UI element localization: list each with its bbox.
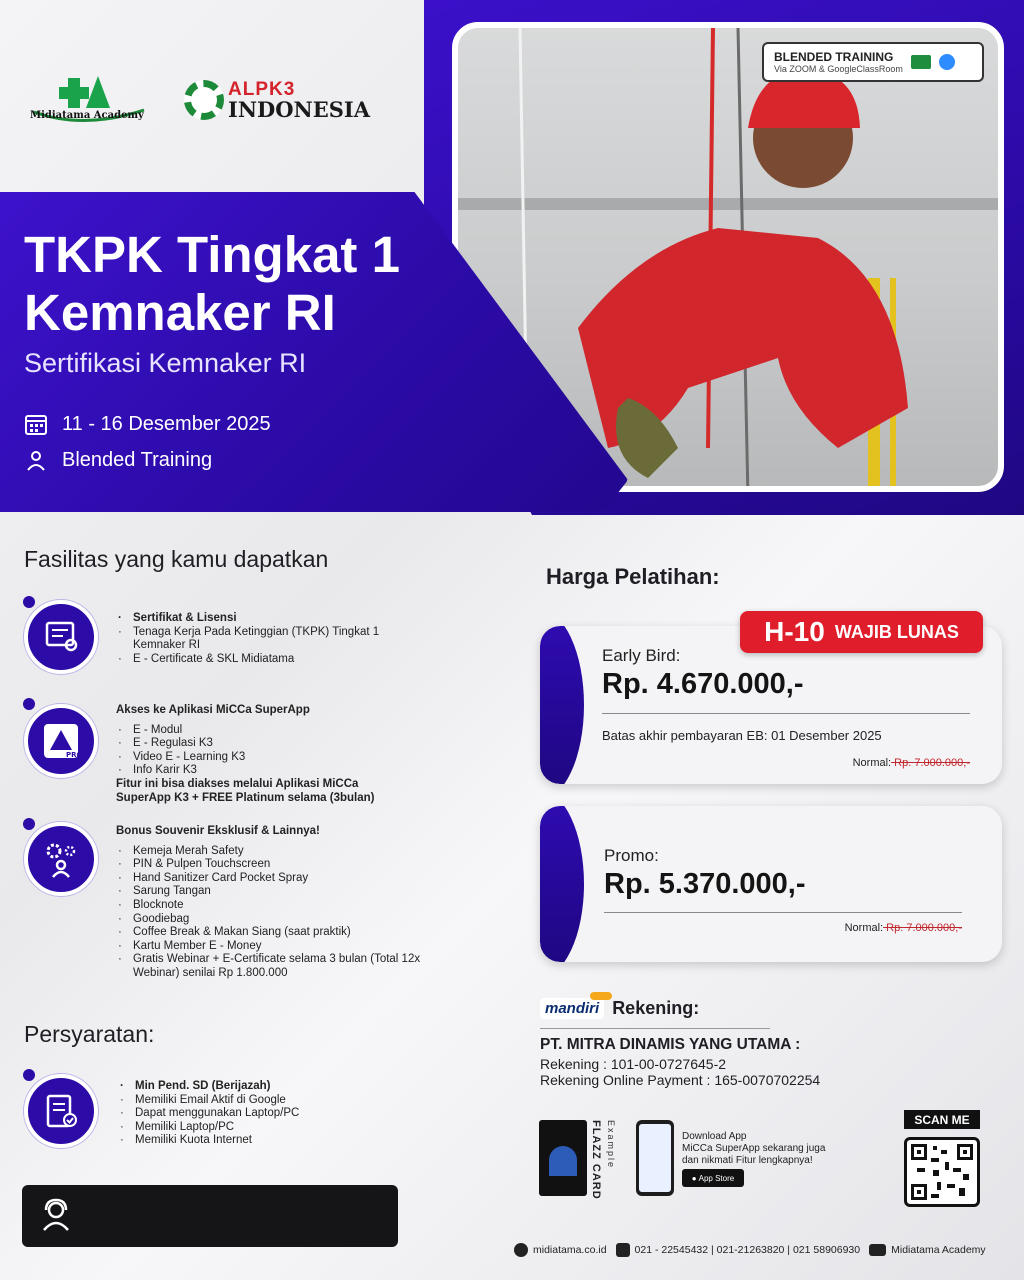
footer [514, 1243, 986, 1257]
facility-2-note-1: Fitur ini bisa diakses melalui Aplikasi MiCCa [116, 777, 359, 790]
training-mode-icon [24, 448, 48, 472]
date-row [24, 412, 271, 436]
rekening-number: Rekening : 101-00-0727645-2 [540, 1056, 727, 1072]
early-bird-deadline: Batas akhir pembayaran EB: 01 Desember 2025 [602, 728, 882, 743]
facility-2-item-3: · Video E - Learning K3 [116, 751, 375, 765]
rekening-online-payment: Rekening Online Payment : 165-0070702254 [540, 1072, 821, 1088]
badge-subtitle: Via ZOOM & GoogleClassRoom [774, 63, 903, 74]
facility-dot-1 [23, 596, 35, 608]
facility-3-item-3: · Hand Sanitizer Card Pocket Spray [116, 872, 420, 886]
flazz-card-title: FLAZZ CARD [590, 1120, 602, 1200]
footer-phones: 021 - 22545432 | 021-21263820 | 021 58906930 [634, 1244, 861, 1256]
bonus-gears-icon [24, 822, 98, 896]
calendar-icon [24, 412, 48, 436]
facility-3-item-5: · Blocknote [116, 899, 420, 913]
micca-phone-image [636, 1120, 674, 1196]
facility-3-item-6: · Goodiebag [116, 913, 420, 927]
facility-group-1 [116, 612, 379, 666]
rekening-header [540, 998, 699, 1019]
facility-3-item-10: Webinar) senilai Rp 1.800.000 [133, 966, 288, 979]
mode-row [24, 448, 212, 472]
mandiri-logo [540, 998, 604, 1019]
apple-icon: ● [691, 1173, 697, 1183]
youtube-icon [869, 1244, 886, 1256]
requirement-2: · Memiliki Email Aktif di Google [118, 1094, 299, 1108]
app-store-button[interactable] [682, 1169, 744, 1187]
customer-service-icon [38, 1196, 74, 1237]
title-line-1: TKPK Tingkat 1 [24, 226, 400, 283]
facility-3-item-7: · Coffee Break & Makan Siang (saat praktik) [116, 926, 420, 940]
classroom-icon [911, 55, 931, 69]
download-line-3: dan nikmati Fitur lengkapnya! [682, 1155, 813, 1166]
micca-app-icon [24, 704, 98, 778]
facility-2-item-1: · E - Modul [116, 724, 375, 738]
flazz-card-image [539, 1120, 587, 1196]
alpk3-logo [184, 80, 370, 120]
h10-banner [740, 611, 983, 653]
wajib-lunas-label: WAJIB LUNAS [834, 621, 959, 642]
contact-bar[interactable] [22, 1185, 398, 1247]
svg-text:PRO: PRO [66, 751, 82, 759]
mandiri-logo-text: mandiri [545, 1000, 600, 1017]
download-line-1: Download App [682, 1131, 747, 1142]
rekening-title: Rekening: [612, 998, 700, 1018]
early-bird-card-accent [540, 626, 584, 784]
rekening-divider [540, 1028, 770, 1029]
requirement-1: · Min Pend. SD (Berijazah) [118, 1080, 299, 1094]
promo-normal-price [845, 922, 962, 934]
requirements-list [118, 1080, 299, 1148]
early-bird-divider [602, 713, 970, 714]
blended-training-badge [762, 42, 984, 82]
promo-normal-label: Normal: [844, 922, 884, 934]
facility-2-item-4: · Info Karir K3 [116, 764, 375, 778]
facility-1-item-2: Kemnaker RI [133, 639, 201, 652]
page-title [24, 226, 444, 342]
early-bird-normal-strike: Rp. 7.000.000,- [891, 757, 970, 769]
globe-icon [514, 1243, 528, 1257]
early-bird-normal-price [853, 757, 970, 769]
facility-dot-3 [23, 818, 35, 830]
promo-price: Rp. 5.370.000,- [604, 868, 806, 900]
scan-me-label: SCAN ME [904, 1110, 980, 1129]
title-line-2: Kemnaker RI [24, 284, 336, 341]
certificate-icon [24, 600, 98, 674]
facility-group-2 [116, 704, 375, 805]
promo-card-accent [540, 806, 584, 962]
page-subtitle: Sertifikasi Kemnaker RI [24, 348, 307, 378]
facility-2-note-2: SuperApp K3 + FREE Platinum selama (3bulan) [116, 791, 375, 804]
download-line-2: MiCCa SuperApp sekarang juga [682, 1143, 826, 1154]
alpk3-logo-line1: ALPK3 [228, 79, 296, 100]
promo-card [540, 806, 1002, 962]
requirement-5: · Memiliki Kuota Internet [118, 1134, 299, 1148]
alpk3-logo-line2: INDONESIA [228, 97, 371, 122]
download-app-text [682, 1131, 825, 1167]
requirement-3: · Dapat menggunakan Laptop/PC [118, 1107, 299, 1121]
facility-3-item-9: · Gratis Webinar + E-Certificate selama 3 bulan (Total 12x [116, 953, 420, 967]
zoom-icon [939, 54, 955, 70]
checklist-icon [24, 1074, 98, 1148]
facility-1-item-1: · Tenaga Kerja Pada Ketinggian (TKPK) Tingkat 1 [116, 626, 379, 640]
midiatama-logo-text: Midiatama Academy [30, 110, 144, 121]
qr-code-icon [911, 1144, 973, 1200]
mandiri-wave-icon [590, 992, 612, 1000]
requirement-4: · Memiliki Laptop/PC [118, 1121, 299, 1135]
early-bird-label: Early Bird: [602, 646, 681, 665]
facility-3-item-8: · Kartu Member E - Money [116, 940, 420, 954]
facilities-heading: Fasilitas yang kamu dapatkan [24, 546, 329, 572]
pricing-heading: Harga Pelatihan: [546, 564, 720, 589]
promo-normal-strike: Rp. 7.000.000,- [883, 922, 962, 934]
qr-code[interactable] [904, 1137, 980, 1207]
facility-2-item-2: · E - Regulasi K3 [116, 737, 375, 751]
requirements-dot [23, 1069, 35, 1081]
app-store-label: App Store [698, 1173, 735, 1183]
facility-1-title: · Sertifikat & Lisensi [116, 612, 379, 626]
badge-title: BLENDED TRAINING [774, 49, 894, 64]
facility-3-item-4: · Sarung Tangan [116, 885, 420, 899]
requirements-heading: Persyaratan: [24, 1021, 155, 1047]
midiatama-logo [24, 70, 154, 130]
gear-icon [184, 80, 224, 120]
facility-3-item-1: · Kemeja Merah Safety [116, 845, 420, 859]
footer-youtube[interactable]: Midiatama Academy [891, 1244, 986, 1256]
flazz-card-subtitle: Example [606, 1120, 616, 1170]
training-mode: Blended Training [62, 448, 213, 471]
facility-group-3 [116, 825, 420, 981]
facility-dot-2 [23, 698, 35, 710]
facility-3-title: Bonus Souvenir Eksklusif & Lainnya! [116, 825, 320, 837]
h10-label: H-10 [764, 616, 825, 647]
early-bird-normal-label: Normal: [852, 757, 892, 769]
promo-label: Promo: [604, 846, 659, 865]
phone-icon [616, 1243, 630, 1257]
facility-2-title: Akses ke Aplikasi MiCCa SuperApp [116, 704, 310, 716]
facility-3-item-2: · PIN & Pulpen Touchscreen [116, 858, 420, 872]
logo-bar [24, 70, 370, 130]
facility-1-item-3: · E - Certificate & SKL Midiatama [116, 653, 379, 667]
early-bird-price: Rp. 4.670.000,- [602, 668, 804, 700]
midiatama-mark-icon [24, 70, 154, 130]
training-date: 11 - 16 Desember 2025 [62, 412, 271, 435]
promo-divider [604, 912, 962, 913]
rekening-company: PT. MITRA DINAMIS YANG UTAMA : [540, 1036, 801, 1053]
footer-website[interactable]: midiatama.co.id [533, 1244, 607, 1256]
